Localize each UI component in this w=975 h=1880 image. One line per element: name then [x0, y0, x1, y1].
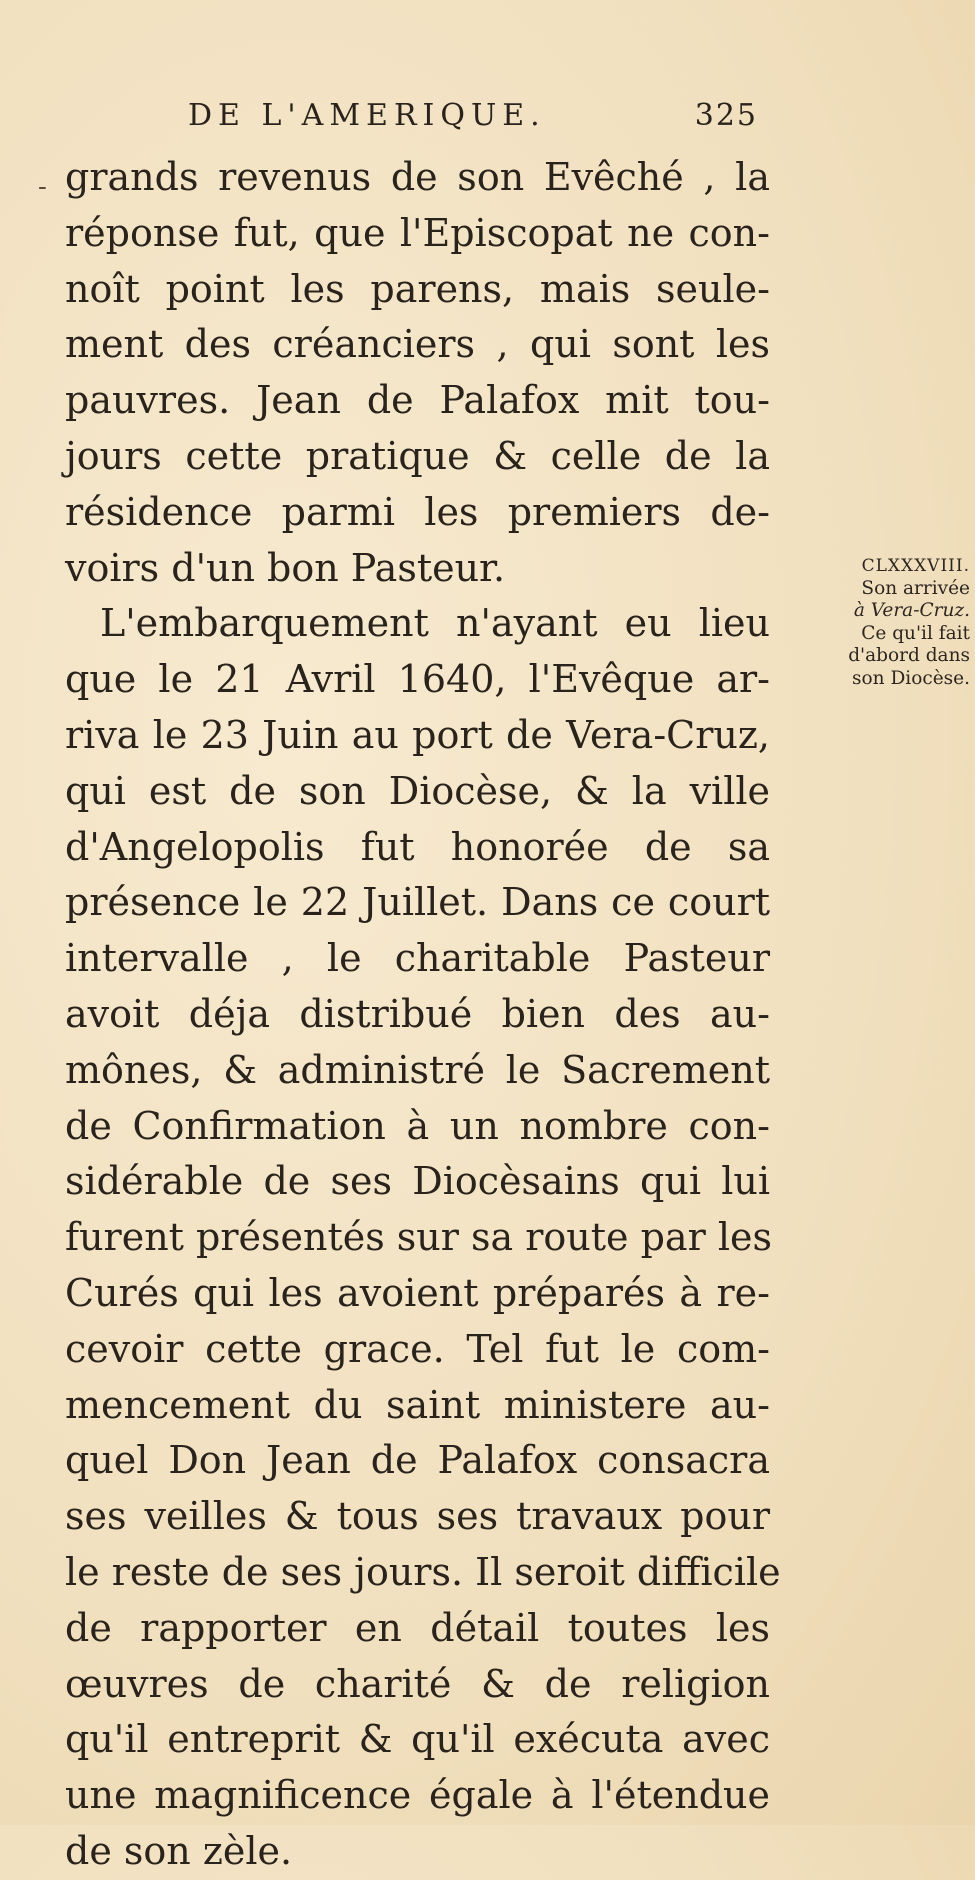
text-line: que le 21 Avril 1640, l'Evêque ar- [65, 657, 770, 702]
text-line: ses veilles & tous ses travaux pour [65, 1494, 770, 1539]
text-line: qui est de son Diocèse, & la ville [65, 768, 770, 813]
text-line: présence le 22 Juillet. Dans ce court [65, 880, 770, 925]
text-line: de son zèle. [65, 1828, 293, 1873]
text-line: d'Angelopolis fut honorée de sa [65, 824, 770, 869]
margin-note-line: d'abord dans [848, 645, 970, 666]
text-line: ment des créanciers , qui sont les [65, 322, 770, 367]
text-line: noît point les parens, mais seule- [65, 266, 770, 311]
text-line: qu'il entreprit & qu'il exécuta avec [65, 1717, 770, 1762]
text-line: mencement du saint ministere au- [65, 1382, 770, 1427]
text-line: de rapporter en détail toutes les [65, 1605, 770, 1650]
margin-note-line: son Diocèse. [852, 667, 970, 689]
text-line: de Confirmation à un nombre con- [65, 1103, 770, 1148]
text-line: quel Don Jean de Palafox consacra [65, 1438, 770, 1483]
text-line: cevoir cette grace. Tel fut le com- [65, 1326, 770, 1371]
page-number: 325 [694, 98, 758, 133]
margin-note-line: Son arrivée [861, 577, 970, 599]
text-line: voirs d'un bon Pasteur. [65, 545, 506, 590]
text-line: une magnificence égale à l'étendue [65, 1773, 770, 1818]
text-line: riva le 23 Juin au port de Vera-Cruz, [65, 712, 770, 757]
text-line: pauvres. Jean de Palafox mit tou- [65, 378, 770, 423]
text-line: sidérable de ses Diocèsains qui lui [65, 1159, 770, 1204]
text-line: intervalle , le charitable Pasteur [65, 936, 770, 981]
margin-note-number: CLXXXVIII. [861, 556, 970, 576]
text-line: Curés qui les avoient préparés à re- [65, 1270, 770, 1315]
running-title: DE L'AMERIQUE. [188, 98, 546, 133]
body-text [65, 150, 781, 1880]
margin-dash-mark: - [38, 172, 47, 202]
text-line: L'embarquement n'ayant eu lieu [100, 601, 770, 646]
text-line: jours cette pratique & celle de la [65, 433, 770, 478]
margin-note [774, 555, 970, 690]
text-line: grands revenus de son Evêché , la [65, 155, 770, 199]
text-line: furent présentés sur sa route par les [65, 1215, 772, 1260]
text-line: avoit déja distribué bien des au- [65, 991, 770, 1036]
text-line: mônes, & administré le Sacrement [65, 1047, 770, 1092]
text-line: le reste de ses jours. Il seroit difficile [65, 1549, 781, 1594]
running-header [188, 98, 758, 133]
text-line: réponse fut, que l'Episcopat ne con- [65, 210, 770, 255]
margin-note-line: à Vera-Cruz. [853, 600, 970, 621]
text-line: œuvres de charité & de religion [65, 1661, 770, 1706]
margin-note-line: Ce qu'il fait [861, 622, 970, 644]
text-line: résidence parmi les premiers de- [65, 489, 770, 534]
